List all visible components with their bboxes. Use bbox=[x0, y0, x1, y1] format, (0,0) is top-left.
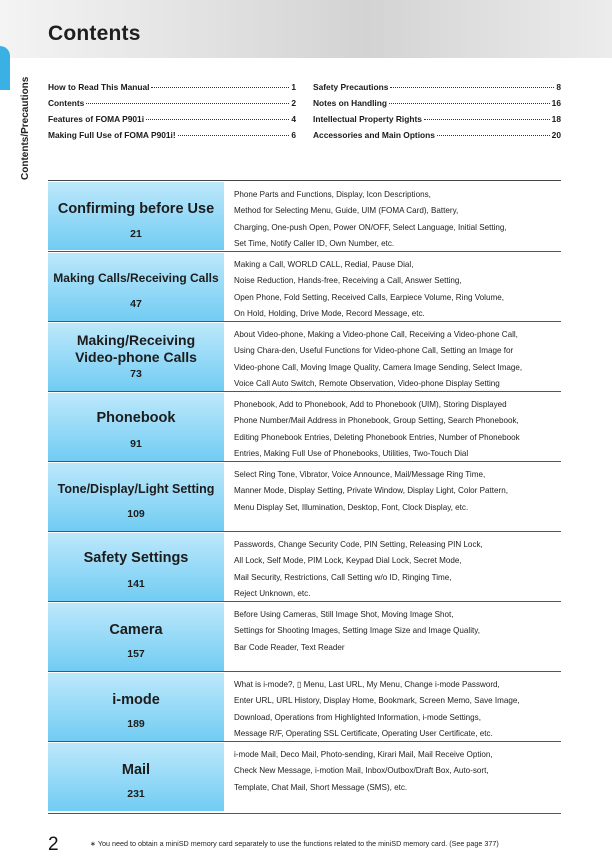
description-line: Manner Mode, Display Setting, Private Window, Display Light, Color Pattern, bbox=[234, 486, 508, 496]
leader-dots bbox=[424, 119, 550, 120]
description-line: Set Time, Notify Caller ID, Own Number, etc. bbox=[234, 238, 395, 248]
toc-entry-page: 1 bbox=[291, 82, 296, 92]
description-line: Using Chara-den, Useful Functions for Video-phone Call, Setting an Image for bbox=[234, 346, 514, 356]
section-description bbox=[234, 187, 564, 252]
section-making-calls[interactable] bbox=[48, 252, 561, 322]
description-line: Download, Operations from Highlighted Information, i-mode Settings, bbox=[234, 712, 481, 722]
section-page: 141 bbox=[127, 578, 145, 590]
section-title: i-mode bbox=[112, 692, 160, 708]
section-video-phone[interactable] bbox=[48, 322, 561, 392]
toc-entry-page: 18 bbox=[551, 114, 561, 124]
toc-entry[interactable] bbox=[48, 82, 296, 98]
section-title: Mail bbox=[121, 762, 151, 778]
toc-entry-page: 8 bbox=[556, 82, 561, 92]
section-description bbox=[234, 257, 564, 322]
section-description bbox=[234, 747, 564, 796]
description-line: What is i-mode?, ▯ Menu, Last URL, My Menu, Change i-mode Password, bbox=[234, 680, 500, 689]
description-line: Bar Code Reader, Text Reader bbox=[234, 642, 345, 652]
toc-entry[interactable] bbox=[313, 98, 561, 114]
toc-entry-label: Notes on Handling bbox=[313, 98, 387, 108]
top-divider bbox=[48, 180, 561, 181]
description-line: i-mode Mail, Deco Mail, Photo-sending, Kirari Mail, Mail Receive Option, bbox=[234, 750, 493, 759]
description-line: Before Using Cameras, Still Image Shot, Moving Image Shot, bbox=[234, 610, 454, 619]
toc-entry[interactable] bbox=[313, 114, 561, 130]
toc-entry[interactable] bbox=[48, 130, 296, 146]
toc-entry[interactable] bbox=[313, 130, 561, 146]
section-safety-settings[interactable] bbox=[48, 532, 561, 602]
toc-entry-page: 20 bbox=[551, 130, 561, 140]
section-description bbox=[234, 397, 564, 462]
section-title-box bbox=[48, 463, 224, 531]
section-title: Phonebook bbox=[96, 410, 176, 426]
section-camera[interactable] bbox=[48, 602, 561, 672]
section-title: Making Calls/Receiving Calls bbox=[53, 271, 219, 285]
footnote: ∗ You need to obtain a miniSD memory card separately to use the functions related to the miniSD memory card. (See page 377) bbox=[90, 839, 499, 848]
leader-dots bbox=[178, 135, 290, 136]
description-line: Noise Reduction, Hands-free, Receiving a Call, Answer Setting, bbox=[234, 276, 462, 286]
leader-dots bbox=[389, 103, 550, 104]
description-line: About Video-phone, Making a Video-phone Call, Receiving a Video-phone Call, bbox=[234, 330, 518, 339]
toc-entry-label: Safety Precautions bbox=[313, 82, 389, 92]
description-line: Charging, One-push Open, Power ON/OFF, Select Language, Initial Setting, bbox=[234, 222, 507, 232]
leader-dots bbox=[437, 135, 550, 136]
section-description bbox=[234, 537, 564, 602]
description-line: Phone Parts and Functions, Display, Icon Descriptions, bbox=[234, 190, 431, 199]
section-i-mode[interactable] bbox=[48, 672, 561, 742]
leader-dots bbox=[390, 87, 554, 88]
description-line: Check New Message, i-motion Mail, Inbox/Outbox/Draft Box, Auto-sort, bbox=[234, 766, 489, 776]
section-page: 47 bbox=[130, 298, 142, 310]
description-line: Message R/F, Operating SSL Certificate, Operating User Certificate, etc. bbox=[234, 728, 493, 738]
section-title-box bbox=[48, 393, 224, 461]
section-page: 157 bbox=[127, 648, 145, 660]
description-line: Phonebook, Add to Phonebook, Add to Phonebook (UIM), Storing Displayed bbox=[234, 400, 507, 409]
chapter-tab bbox=[0, 46, 10, 90]
leader-dots bbox=[151, 87, 289, 88]
description-line: Video-phone Call, Moving Image Quality, Camera Image Sending, Select Image, bbox=[234, 362, 523, 372]
description-line: All Lock, Self Mode, PIM Lock, Keypad Dial Lock, Secret Mode, bbox=[234, 556, 462, 566]
section-page: 189 bbox=[127, 718, 145, 730]
toc-left-column bbox=[48, 82, 296, 146]
toc-entry-label: Features of FOMA P901i bbox=[48, 114, 145, 124]
section-phonebook[interactable] bbox=[48, 392, 561, 462]
section-title-box bbox=[48, 533, 224, 601]
toc-entry-label: Making Full Use of FOMA P901i! bbox=[48, 130, 176, 140]
leader-dots bbox=[146, 119, 289, 120]
description-line: Reject Unknown, etc. bbox=[234, 588, 311, 598]
section-page: 109 bbox=[127, 508, 145, 520]
section-title-line: Video-phone Calls bbox=[75, 349, 197, 365]
section-title: Tone/Display/Light Setting bbox=[57, 482, 215, 496]
section-description bbox=[234, 677, 564, 742]
toc-entry-page: 4 bbox=[291, 114, 296, 124]
description-line: Editing Phonebook Entries, Deleting Phonebook Entries, Number of Phonebook bbox=[234, 432, 520, 442]
section-description bbox=[234, 327, 564, 392]
toc-right-column bbox=[313, 82, 561, 146]
section-divider bbox=[48, 813, 561, 814]
section-description bbox=[234, 607, 564, 656]
section-title bbox=[48, 332, 224, 366]
description-line: Mail Security, Restrictions, Call Setting w/o ID, Ringing Time, bbox=[234, 572, 452, 582]
toc-entry[interactable] bbox=[48, 114, 296, 130]
section-page: 73 bbox=[130, 368, 142, 380]
description-line: Passwords, Change Security Code, PIN Setting, Releasing PIN Lock, bbox=[234, 540, 483, 549]
section-title-box bbox=[48, 253, 224, 321]
toc-entry-page: 16 bbox=[551, 98, 561, 108]
toc-entry-page: 6 bbox=[291, 130, 296, 140]
section-title: Safety Settings bbox=[83, 550, 189, 566]
toc-entry-label: How to Read This Manual bbox=[48, 82, 150, 92]
section-page: 231 bbox=[127, 788, 145, 800]
toc-entry[interactable] bbox=[48, 98, 296, 114]
description-line: Phone Number/Mail Address in Phonebook, Group Setting, Search Phonebook, bbox=[234, 416, 519, 426]
section-title-line: Making/Receiving bbox=[76, 332, 196, 348]
description-line: Entries, Making Full Use of Phonebooks, Utilities, Two-Touch Dial bbox=[234, 448, 469, 458]
section-mail[interactable] bbox=[48, 742, 561, 814]
description-line: Making a Call, WORLD CALL, Redial, Pause Dial, bbox=[234, 260, 414, 269]
toc-entry-page: 2 bbox=[291, 98, 296, 108]
description-line: Select Ring Tone, Vibrator, Voice Announce, Mail/Message Ring Time, bbox=[234, 470, 486, 479]
section-title: Camera bbox=[109, 622, 163, 638]
section-description bbox=[234, 467, 564, 516]
side-label: Contents/Precautions bbox=[20, 76, 31, 180]
description-line: Template, Chat Mail, Short Message (SMS), etc. bbox=[234, 782, 408, 792]
description-line: Method for Selecting Menu, Guide, UIM (FOMA Card), Battery, bbox=[234, 206, 459, 216]
leader-dots bbox=[86, 103, 289, 104]
description-line: Settings for Shooting Images, Setting Image Size and Image Quality, bbox=[234, 626, 480, 636]
toc-entry-label: Intellectual Property Rights bbox=[313, 114, 422, 124]
description-line: Enter URL, URL History, Display Home, Bookmark, Screen Memo, Save Image, bbox=[234, 696, 520, 706]
page-number: 2 bbox=[48, 834, 59, 855]
toc-entry[interactable] bbox=[313, 82, 561, 98]
section-confirming-before-use[interactable] bbox=[48, 182, 561, 252]
section-title: Confirming before Use bbox=[57, 201, 215, 217]
section-tone-display-light[interactable] bbox=[48, 462, 561, 532]
description-line: Open Phone, Fold Setting, Received Calls, Earpiece Volume, Ring Volume, bbox=[234, 292, 504, 302]
toc-entry-label: Contents bbox=[48, 98, 85, 108]
page-title: Contents bbox=[48, 22, 141, 45]
description-line: Menu Display Set, Illumination, Desktop, Font, Clock Display, etc. bbox=[234, 502, 469, 512]
section-page: 91 bbox=[130, 438, 142, 450]
toc-entry-label: Accessories and Main Options bbox=[313, 130, 435, 140]
description-line: On Hold, Holding, Drive Mode, Record Message, etc. bbox=[234, 308, 425, 318]
description-line: Voice Call Auto Switch, Remote Observation, Video-phone Display Setting bbox=[234, 378, 500, 388]
section-page: 21 bbox=[130, 228, 142, 240]
